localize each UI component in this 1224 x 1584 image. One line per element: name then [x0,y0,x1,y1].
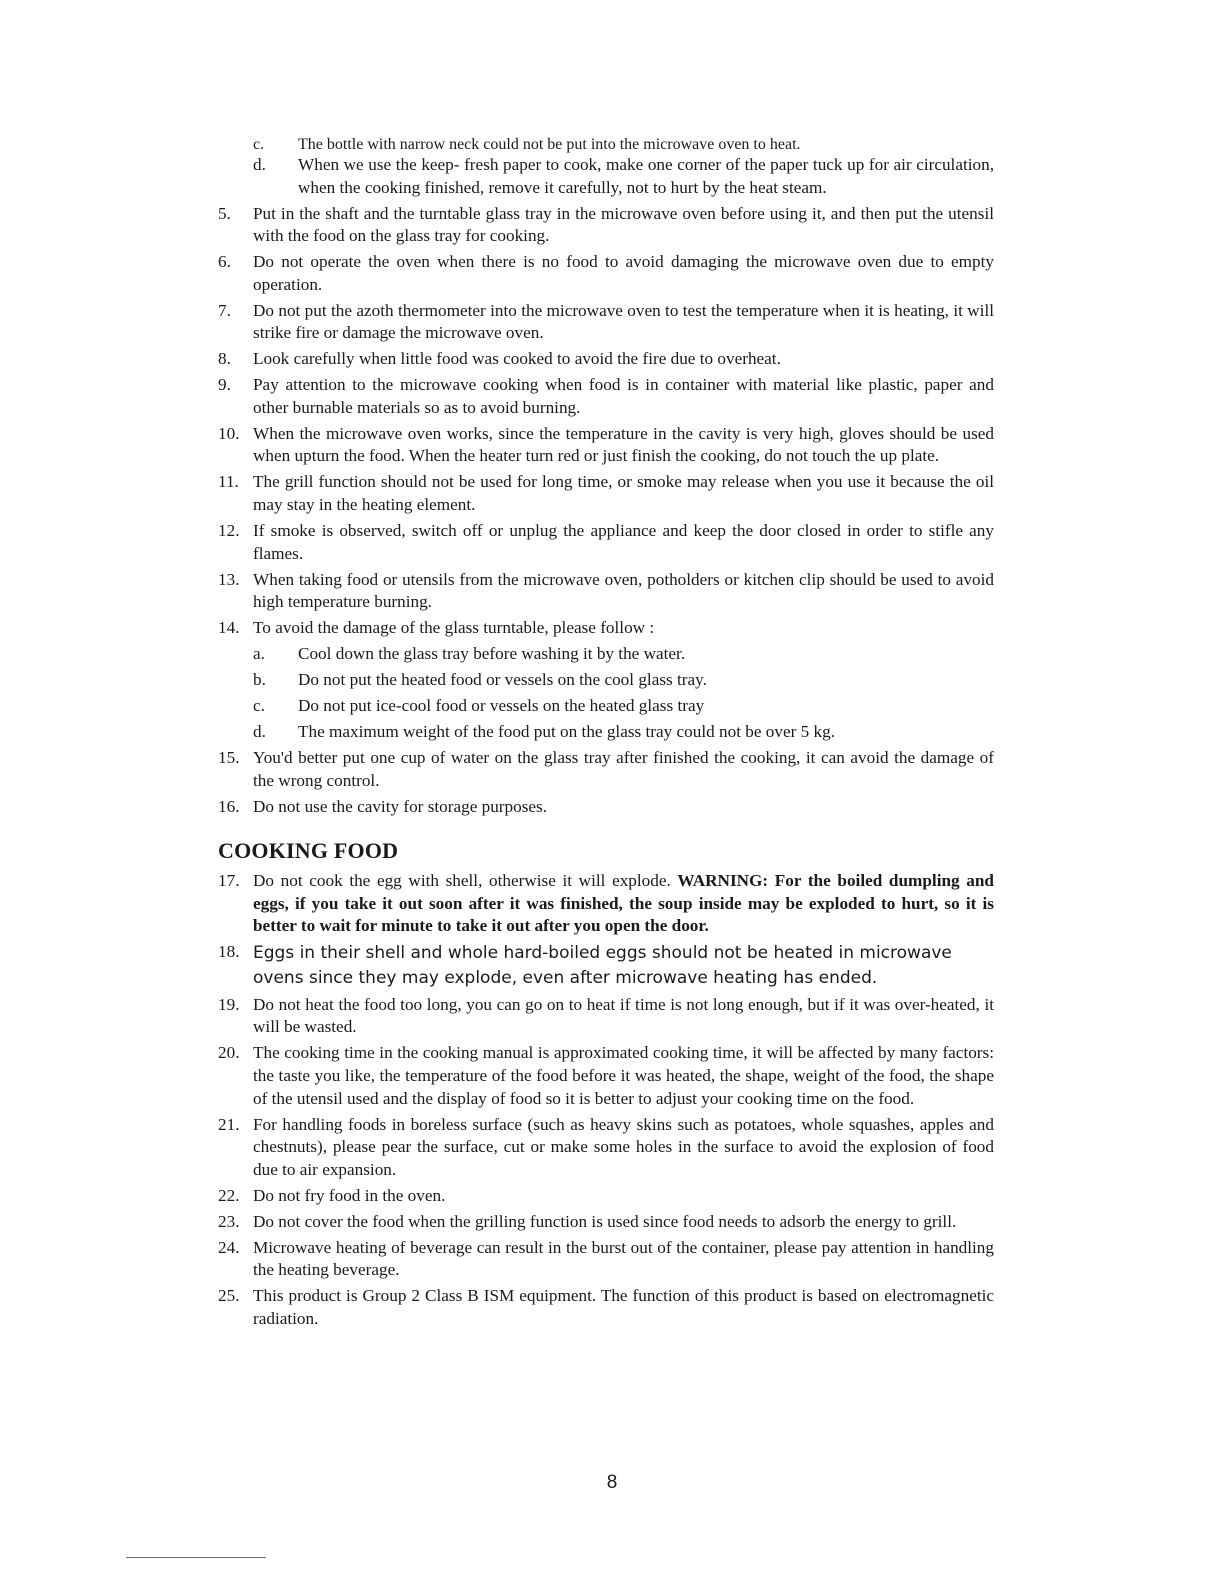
item-number: 22. [218,1185,240,1205]
item-number: 5. [218,203,231,223]
item-number: 21. [218,1114,240,1134]
item-number: 9. [218,375,231,395]
item-number: 8. [218,349,231,369]
item-letter: a. [253,644,265,664]
item-text: The maximum weight of the food put on the glass tray could not be over 5 kg. [298,722,836,742]
item-text: When the microwave oven works, since the temperature in the cavity is very high, gloves should be used when upturn the food. When the heater turn red or just finish the cooking, do not touch the up plate. [253,423,994,466]
list-item [218,941,994,990]
item-text: Do not put the heated food or vessels on the cool glass tray. [298,670,707,690]
item-text: If smoke is observed, switch off or unplug the appliance and keep the door closed in order to stifle any flames. [253,521,994,563]
list-item [218,348,994,371]
item-number: 11. [218,472,239,492]
list-item [218,520,994,565]
item-text: Do not put the azoth thermometer into the microwave oven to test the temperature when it is heating, it will strike fire or damage the microwave oven. [253,300,994,343]
item-letter: d. [253,155,266,174]
item-text [253,870,994,938]
item-text: Look carefully when little food was cooked to avoid the fire due to overheat. [253,349,781,369]
item-text: Do not operate the oven when there is no food to avoid damaging the microwave oven due to empty operation. [253,252,994,294]
list-item [218,1042,994,1110]
list-item [218,617,994,640]
item-number: 18. [218,942,240,962]
list-item [218,300,994,345]
list-item [253,695,994,718]
item-text: You'd better put one cup of water on the glass tray after finished the cooking, it can avoid the damage of the wrong control. [253,748,994,790]
item-number: 24. [218,1237,240,1257]
list-item [253,643,994,666]
manual-content [218,136,994,1334]
item-text: The grill function should not be used for long time, or smoke may release when you use it because the oil may stay in the heating element. [253,472,994,515]
list-item [218,870,994,938]
item-text-plain: Do not cook the egg with shell, otherwise it will explode. [253,871,678,891]
item-text: Do not heat the food too long, you can go on to heat if time is not long enough, but if it was over-heated, it will be wasted. [253,994,994,1037]
list-item [253,669,994,692]
item-letter: d. [253,722,266,742]
item-text: Do not put ice-cool food or vessels on the heated glass tray [298,696,705,716]
page-number: 8 [606,1472,618,1493]
item-number: 7. [218,300,231,320]
list-item [218,423,994,468]
item-text: To avoid the damage of the glass turntable, please follow : [253,618,655,638]
list-item [218,1185,994,1208]
item-letter: b. [253,670,266,690]
item-text: Microwave heating of beverage can result in the burst out of the container, please pay attention in handling the heating beverage. [253,1237,994,1280]
item-text: Cool down the glass tray before washing it by the water. [298,644,686,664]
item-number: 10. [218,423,240,443]
list-item [218,1211,994,1234]
list-item [218,796,994,819]
item-number: 6. [218,252,231,272]
item-letter: c. [253,136,265,153]
item-text: The bottle with narrow neck could not be put into the microwave oven to heat. [298,136,801,153]
item-letter: c. [253,696,265,716]
list-item [218,1237,994,1282]
item-text: This product is Group 2 Class B ISM equipment. The function of this product is based on electromagnetic radiation. [253,1286,994,1328]
item-number: 25. [218,1286,240,1306]
list-item [218,994,994,1039]
item-number: 12. [218,521,240,541]
item-text: For handling foods in boreless surface (such as heavy skins such as potatoes, whole squashes, apples and chestnuts), please pear the surface, cut or make some holes in the surface to avoid the explosion of food due to air expansion. [253,1114,994,1179]
list-item [218,1114,994,1182]
list-item [218,747,994,792]
list-item [253,154,994,199]
section-heading: COOKING FOOD [218,838,399,864]
item-text: Put in the shaft and the turntable glass tray in the microwave oven before using it, and then put the utensil with the food on the glass tray for cooking. [253,203,994,246]
footer-divider [126,1557,266,1558]
list-item [218,569,994,614]
item-text: Pay attention to the microwave cooking when food is in container with material like plastic, paper and other burnable materials so as to avoid burning. [253,375,994,417]
item-text: When taking food or utensils from the microwave oven, potholders or kitchen clip should be used to avoid high temperature burning. [253,569,994,612]
item-number: 14. [218,618,240,638]
item-text: Do not use the cavity for storage purposes. [253,796,548,816]
list-item [218,1285,994,1330]
item-number: 16. [218,796,240,816]
item-number: 19. [218,994,240,1014]
list-item [253,136,994,154]
list-item [253,721,994,744]
item-text: Do not cover the food when the grilling function is used since food needs to adsorb the energy to grill. [253,1211,957,1231]
item-text: The cooking time in the cooking manual is approximated cooking time, it will be affected by many factors: the taste you like, the temperature of the food before it was heated, the shape, weight of the food, the shape of the utensil used and the display of food so it is better to adjust your cooking time on the food. [253,1043,994,1108]
item-text: Eggs in their shell and whole hard-boiled eggs should not be heated in microwave ovens since they may explode, even after microwave heating has ended. [253,943,952,988]
item-number: 17. [218,871,240,891]
list-item [218,251,994,296]
list-item [218,471,994,516]
list-item [218,374,994,419]
item-text: When we use the keep- fresh paper to cook, make one corner of the paper tuck up for air circulation, when the cooking finished, remove it carefully, not to hurt by the heat steam. [298,155,994,197]
item-number: 23. [218,1211,240,1231]
item-text: Do not fry food in the oven. [253,1185,446,1205]
item-number: 20. [218,1043,240,1063]
warning-text: WARNING: For the boiled dumpling and eggs, if you take it out soon after it was finished, the soup inside may be exploded to hurt, so it is better to wait for minute to take it out after you open the door. [253,871,994,936]
list-item [218,203,994,248]
item-number: 13. [218,569,240,589]
item-number: 15. [218,748,240,768]
